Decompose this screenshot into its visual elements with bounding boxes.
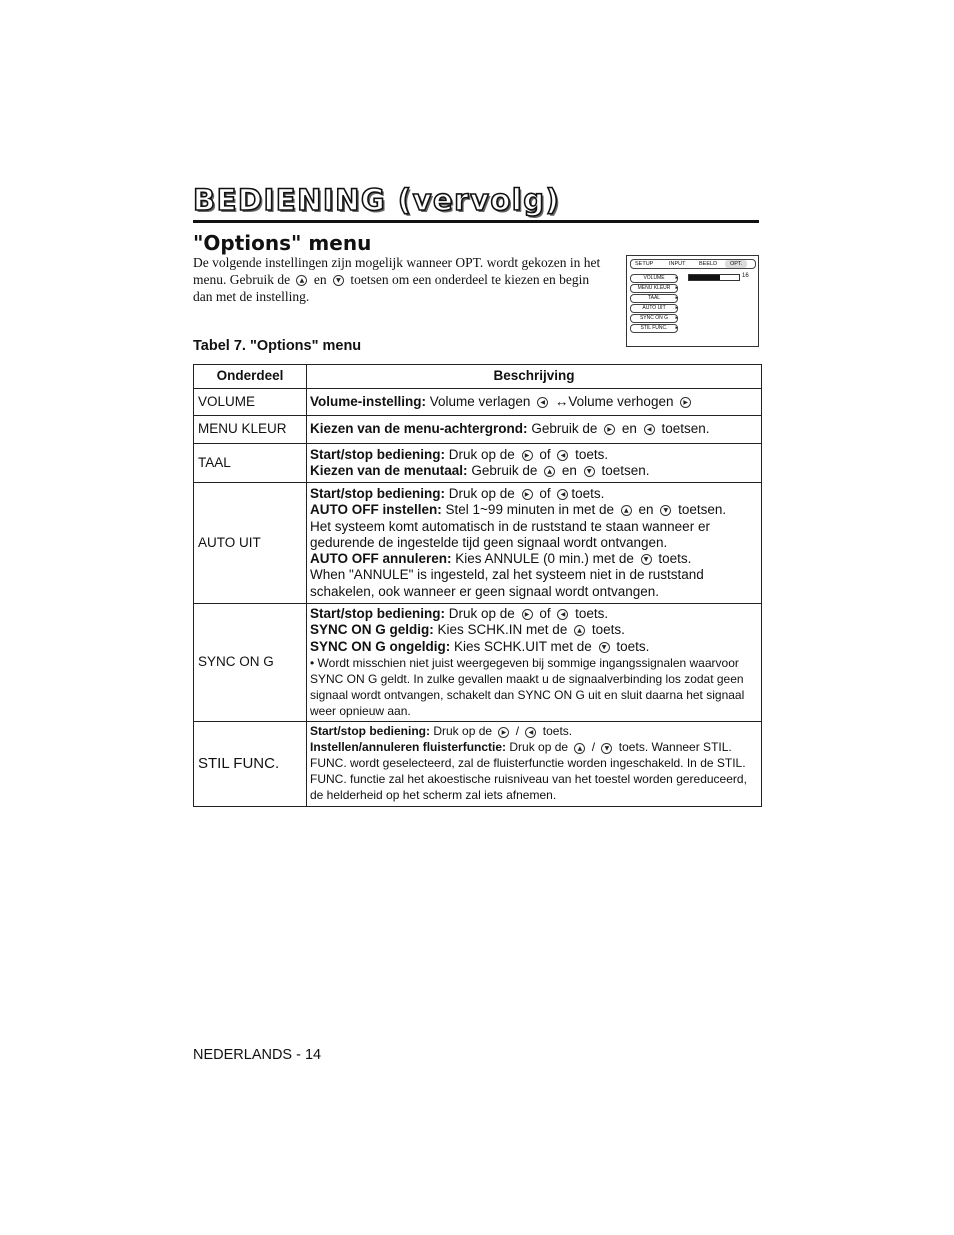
- desc-label: AUTO OFF annuleren:: [310, 551, 452, 567]
- desc-label: Start/stop bediening:: [310, 606, 445, 621]
- options-table: [193, 364, 762, 807]
- item-auto-uit: AUTO UIT: [194, 483, 307, 604]
- desc-text: toets. Wanneer STIL. FUNC. wordt geselecteerd, zal de fluisterfunctie worden ingeschakeld. In de STIL. FUNC. functie zal het akoestische ruisniveau van het toestel worden gereduceerd, de helderheid op het scherm zal iets afnemen.: [310, 740, 747, 802]
- arrow-right-icon: ▶: [522, 450, 533, 461]
- arrow-left-icon: ◀: [557, 609, 568, 620]
- table-row-volume: [194, 389, 762, 416]
- desc-text: Druk op de: [448, 446, 515, 462]
- desc-note: • Wordt misschien niet juist weergegeven bij sommige ingangssignalen waarvoor SYNC ON G geldt. In zulke gevallen maakt u de signaalverbinding los zodat geen signaal wordt ontvangen, schakelt dan SYNC ON G uit en sluit daarna het signaal weer opnieuw aan.: [310, 655, 745, 718]
- desc-text: toets.: [571, 485, 605, 501]
- desc-text: en: [621, 421, 637, 437]
- arrow-right-icon: ▶: [604, 424, 615, 435]
- desc-text: of: [539, 485, 551, 501]
- arrow-right-icon: ▶: [680, 397, 691, 408]
- osd-item-stil-func: STIL FUNC. ▸: [630, 324, 678, 333]
- desc-label: Instellen/annuleren fluisterfunctie:: [310, 740, 507, 755]
- desc-text: of: [539, 446, 551, 462]
- desc-volume: [307, 389, 762, 416]
- table-caption: Tabel 7. "Options" menu: [193, 338, 362, 354]
- arrow-down-icon: ▼: [641, 554, 652, 565]
- intro-part3: toetsen om een onderdeel te kiezen en begin dan met de instelling.: [193, 272, 590, 304]
- page-footer: NEDERLANDS - 14: [193, 1047, 322, 1063]
- arrow-left-icon: ◀: [537, 397, 548, 408]
- desc-label: AUTO OFF instellen:: [310, 502, 442, 518]
- desc-line: [310, 551, 758, 567]
- desc-text: /: [515, 724, 520, 739]
- osd-item-menu-kleur: MENU KLEUR ▸: [630, 284, 678, 293]
- desc-text: toets.: [616, 638, 650, 654]
- desc-text: en: [561, 463, 577, 478]
- desc-label: SYNC ON G ongeldig:: [310, 638, 451, 654]
- desc-text: Gebruik de: [471, 463, 538, 478]
- desc-stil-func: [307, 721, 762, 806]
- desc-text: Kies SCHK.UIT met de: [454, 638, 592, 654]
- arrow-up-icon: ▲: [574, 625, 585, 636]
- osd-volume-bar-fill: [689, 275, 720, 280]
- desc-label: Kiezen van de menu-achtergrond:: [310, 421, 528, 437]
- arrow-left-icon: ◀: [557, 489, 568, 500]
- table-row-sync-on-g: [194, 604, 762, 722]
- header-beschrijving: Beschrijving: [307, 365, 762, 389]
- item-sync-on-g: SYNC ON G: [194, 604, 307, 722]
- arrow-right-icon: ▶: [498, 727, 509, 738]
- desc-text: /: [591, 740, 596, 755]
- arrow-left-icon: ◀: [644, 424, 655, 435]
- intro-part2: en: [313, 272, 327, 287]
- table-row-stil-func: [194, 721, 762, 806]
- desc-taal: [307, 444, 762, 483]
- table-header-row: [194, 365, 762, 389]
- osd-item-volume: VOLUME ▸: [630, 274, 678, 283]
- item-stil-func: STIL FUNC.: [194, 721, 307, 806]
- arrow-down-icon: ▼: [660, 505, 671, 516]
- desc-text: Gebruik de: [531, 421, 598, 437]
- table-row-menu-kleur: [194, 416, 762, 444]
- desc-line: [310, 622, 758, 638]
- osd-tab-input: INPUT: [669, 261, 686, 267]
- chapter-title: BEDIENING (vervolg): [193, 183, 561, 217]
- desc-line: [310, 447, 758, 463]
- intro-part1: De volgende instellingen zijn mogelijk wanneer OPT. wordt gekozen in het menu. Gebruik de: [193, 255, 601, 287]
- desc-text: toetsen.: [661, 421, 710, 437]
- osd-item-auto-uit: AUTO UIT ▸: [630, 304, 678, 313]
- title-rule: [193, 220, 759, 223]
- header-onderdeel: Onderdeel: [194, 365, 307, 389]
- arrow-right-icon: ▶: [522, 609, 533, 620]
- arrow-up-icon: ▲: [621, 505, 632, 516]
- desc-text: en: [638, 502, 654, 518]
- desc-label: Start/stop bediening:: [310, 485, 445, 501]
- osd-menu-preview: [626, 255, 759, 347]
- desc-line: When "ANNULE" is ingesteld, zal het systeem niet in de ruststand schakelen, ook wanneer er geen signaal wordt ontvangen.: [310, 567, 704, 599]
- desc-text: toets.: [591, 622, 625, 638]
- table-row-taal: [194, 444, 762, 483]
- desc-text: toetsen.: [678, 502, 727, 518]
- arrow-up-icon: ▲: [574, 743, 585, 754]
- desc-text: Kies SCHK.IN met de: [437, 622, 568, 638]
- desc-line: [310, 606, 758, 622]
- desc-line: Het systeem komt automatisch in de ruststand te staan wanneer er gedurende de ingestelde tijd geen signaal wordt ontvangen.: [310, 518, 710, 550]
- desc-line: [310, 486, 758, 502]
- arrow-up-icon: ▲: [296, 275, 307, 286]
- desc-label: Volume-instelling:: [310, 393, 427, 409]
- desc-label: Kiezen van de menutaal:: [310, 463, 468, 478]
- table-row-auto-uit: [194, 483, 762, 604]
- intro-text: [193, 254, 608, 305]
- osd-item-taal: TAAL ▸: [630, 294, 678, 303]
- desc-line: [310, 502, 758, 518]
- desc-text: Druk op de: [433, 724, 493, 739]
- osd-tab-bar: [630, 259, 756, 269]
- arrow-down-icon: ▼: [333, 275, 344, 286]
- item-taal: TAAL: [194, 444, 307, 483]
- desc-label: Start/stop bediening:: [310, 724, 430, 739]
- item-volume: VOLUME: [194, 389, 307, 416]
- osd-tab-setup: SETUP: [635, 261, 654, 267]
- desc-auto-uit: [307, 483, 762, 604]
- section-title: "Options" menu: [193, 231, 372, 255]
- desc-text: Volume verlagen: [429, 393, 531, 409]
- osd-item-sync-on-g: SYNC ON G ▸: [630, 314, 678, 323]
- arrow-up-icon: ▲: [544, 466, 555, 477]
- desc-text: of: [539, 606, 551, 621]
- osd-volume-bar: [688, 274, 740, 281]
- desc-text: Volume verhogen: [568, 393, 674, 409]
- arrow-down-icon: ▼: [584, 466, 595, 477]
- arrow-left-icon: ◀: [525, 727, 536, 738]
- arrow-down-icon: ▼: [601, 743, 612, 754]
- desc-text: Druk op de: [448, 485, 515, 501]
- desc-text: toets.: [542, 724, 573, 739]
- desc-menu-kleur: [307, 416, 762, 444]
- desc-line: [310, 724, 758, 740]
- arrow-right-icon: ▶: [522, 489, 533, 500]
- desc-text: toetsen.: [601, 463, 650, 478]
- desc-line: [310, 740, 758, 803]
- desc-text: toets.: [575, 446, 609, 462]
- desc-text: toets.: [658, 551, 692, 567]
- arrow-left-icon: ◀: [557, 450, 568, 461]
- osd-tab-opt: OPT.: [725, 260, 747, 268]
- desc-label: SYNC ON G geldig:: [310, 622, 434, 638]
- desc-text: Druk op de: [509, 740, 569, 755]
- desc-text: toets.: [575, 606, 609, 621]
- desc-line: [310, 639, 758, 655]
- desc-text: Druk op de: [448, 606, 515, 621]
- arrow-down-icon: ▼: [599, 642, 610, 653]
- desc-text: Kies ANNULE (0 min.) met de: [455, 551, 634, 567]
- double-arrow-icon: ↔: [554, 393, 569, 409]
- desc-sync-on-g: [307, 604, 762, 722]
- desc-line: [310, 463, 758, 479]
- desc-label: Start/stop bediening:: [310, 446, 445, 462]
- osd-tab-beeld: BEELD: [699, 261, 718, 267]
- desc-text: Stel 1~99 minuten in met de: [445, 502, 615, 518]
- item-menu-kleur: MENU KLEUR: [194, 416, 307, 444]
- osd-volume-value: 16: [742, 273, 749, 279]
- osd-item-list: [630, 274, 678, 334]
